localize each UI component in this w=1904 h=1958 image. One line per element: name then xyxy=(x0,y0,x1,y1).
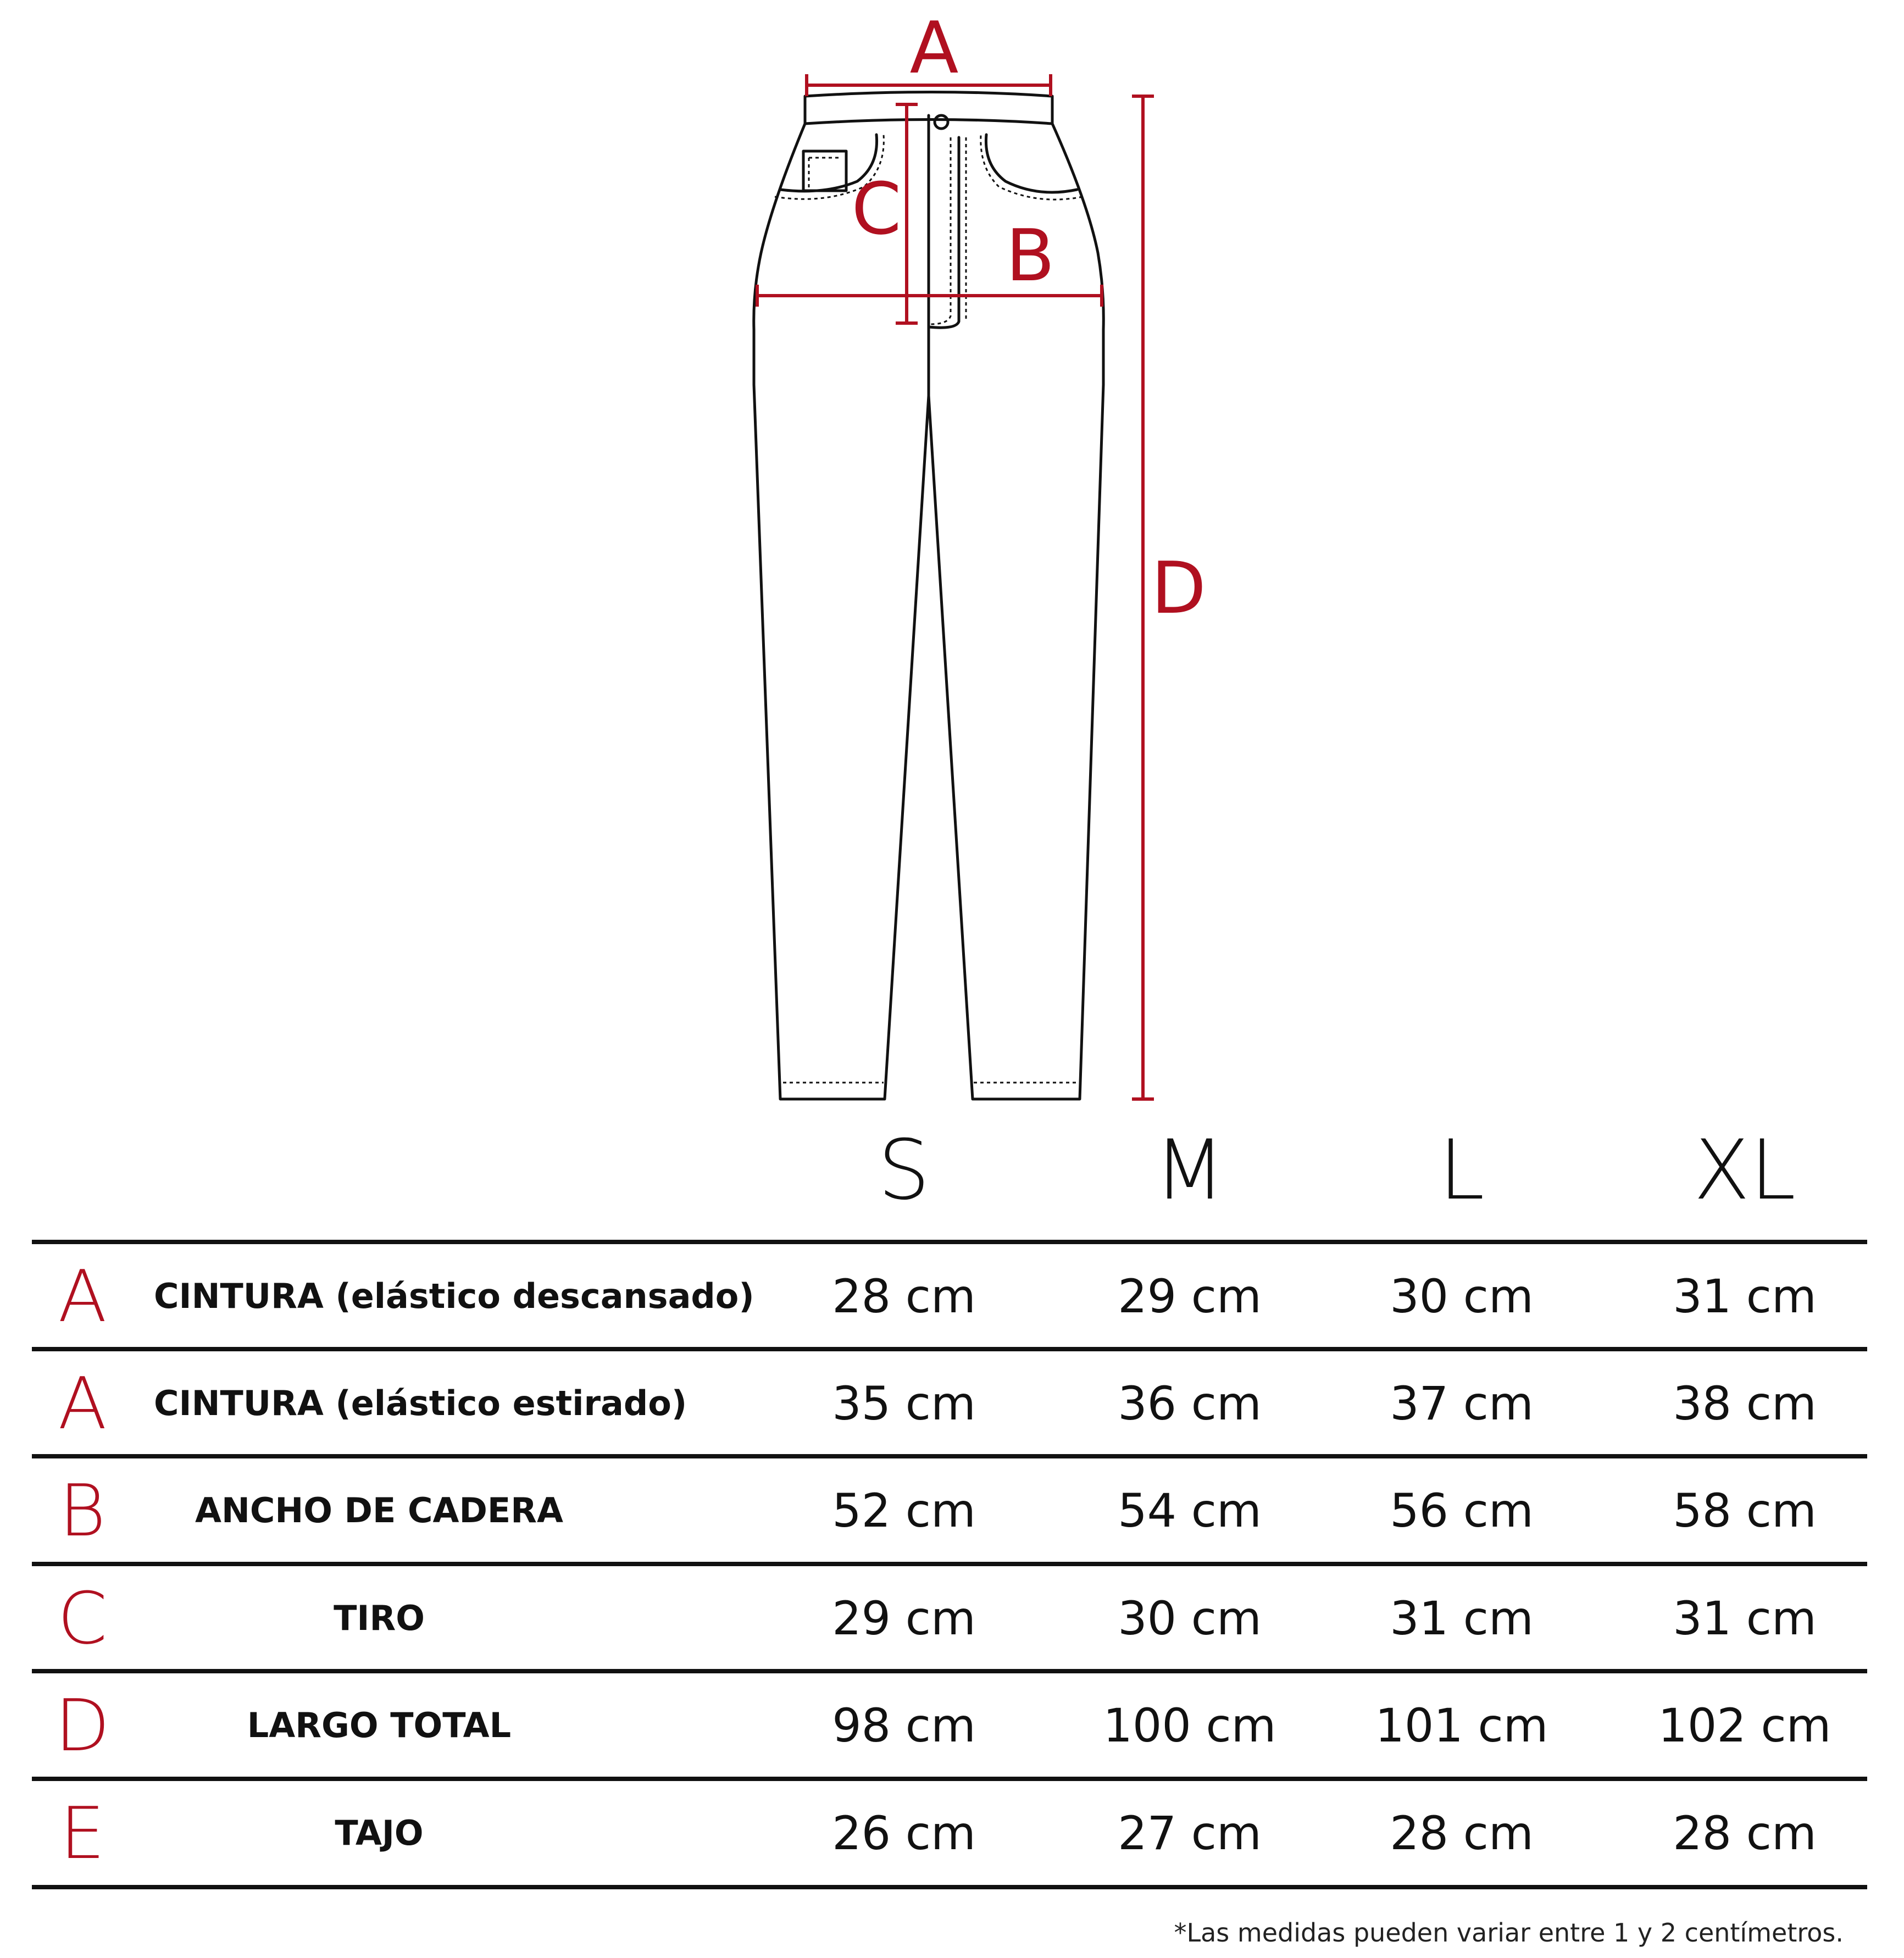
value-l: 37 cm xyxy=(1390,1377,1534,1430)
value-xl: 31 cm xyxy=(1673,1591,1817,1645)
row-letter: B xyxy=(59,1469,106,1552)
value-m: 100 cm xyxy=(1103,1699,1276,1752)
row-letter: D xyxy=(54,1684,110,1767)
value-l: 56 cm xyxy=(1390,1484,1534,1538)
size-header-xl: XL xyxy=(1693,1123,1796,1218)
value-s: 29 cm xyxy=(832,1591,976,1645)
measure-name: LARGO TOTAL xyxy=(247,1705,512,1745)
measure-name: TAJO xyxy=(335,1813,424,1853)
table-row xyxy=(0,1781,1904,1885)
value-xl: 38 cm xyxy=(1673,1377,1817,1430)
measure-label-a: A xyxy=(909,6,959,90)
value-l: 101 cm xyxy=(1375,1699,1548,1752)
value-s: 98 cm xyxy=(832,1699,976,1752)
value-m: 29 cm xyxy=(1118,1269,1262,1323)
measure-name: ANCHO DE CADERA xyxy=(195,1490,563,1530)
table-row xyxy=(0,1673,1904,1778)
size-header-s: S xyxy=(878,1123,930,1218)
measure-name: CINTURA (elástico estirado) xyxy=(154,1383,687,1423)
value-m: 30 cm xyxy=(1118,1591,1262,1645)
row-letter: E xyxy=(59,1791,106,1875)
value-l: 30 cm xyxy=(1390,1269,1534,1323)
table-row xyxy=(0,1244,1904,1349)
value-s: 52 cm xyxy=(832,1484,976,1538)
table-divider xyxy=(32,1885,1867,1889)
measure-label-b: B xyxy=(1006,214,1055,297)
measure-name: TIRO xyxy=(334,1598,425,1638)
table-divider xyxy=(32,1240,1867,1244)
value-xl: 28 cm xyxy=(1673,1806,1817,1860)
value-xl: 102 cm xyxy=(1658,1699,1831,1752)
footnote: *Las medidas pueden variar entre 1 y 2 centímetros. xyxy=(1174,1918,1844,1948)
value-s: 28 cm xyxy=(832,1269,976,1323)
value-s: 26 cm xyxy=(832,1806,976,1860)
size-header-m: M xyxy=(1154,1123,1225,1218)
measure-name: CINTURA (elástico descansado) xyxy=(154,1276,754,1316)
table-row xyxy=(0,1458,1904,1563)
table-row xyxy=(0,1566,1904,1671)
value-m: 36 cm xyxy=(1118,1377,1262,1430)
row-letter: A xyxy=(58,1362,107,1445)
value-m: 54 cm xyxy=(1118,1484,1262,1538)
row-letter: C xyxy=(57,1577,108,1660)
measure-label-d: D xyxy=(1151,546,1207,630)
row-letter: A xyxy=(58,1255,107,1338)
table-row xyxy=(0,1351,1904,1456)
size-header-l: L xyxy=(1439,1123,1485,1218)
value-xl: 31 cm xyxy=(1673,1269,1817,1323)
value-m: 27 cm xyxy=(1118,1806,1262,1860)
value-l: 28 cm xyxy=(1390,1806,1534,1860)
measure-label-c: C xyxy=(851,167,902,251)
value-xl: 58 cm xyxy=(1673,1484,1817,1538)
value-l: 31 cm xyxy=(1390,1591,1534,1645)
value-s: 35 cm xyxy=(832,1377,976,1430)
